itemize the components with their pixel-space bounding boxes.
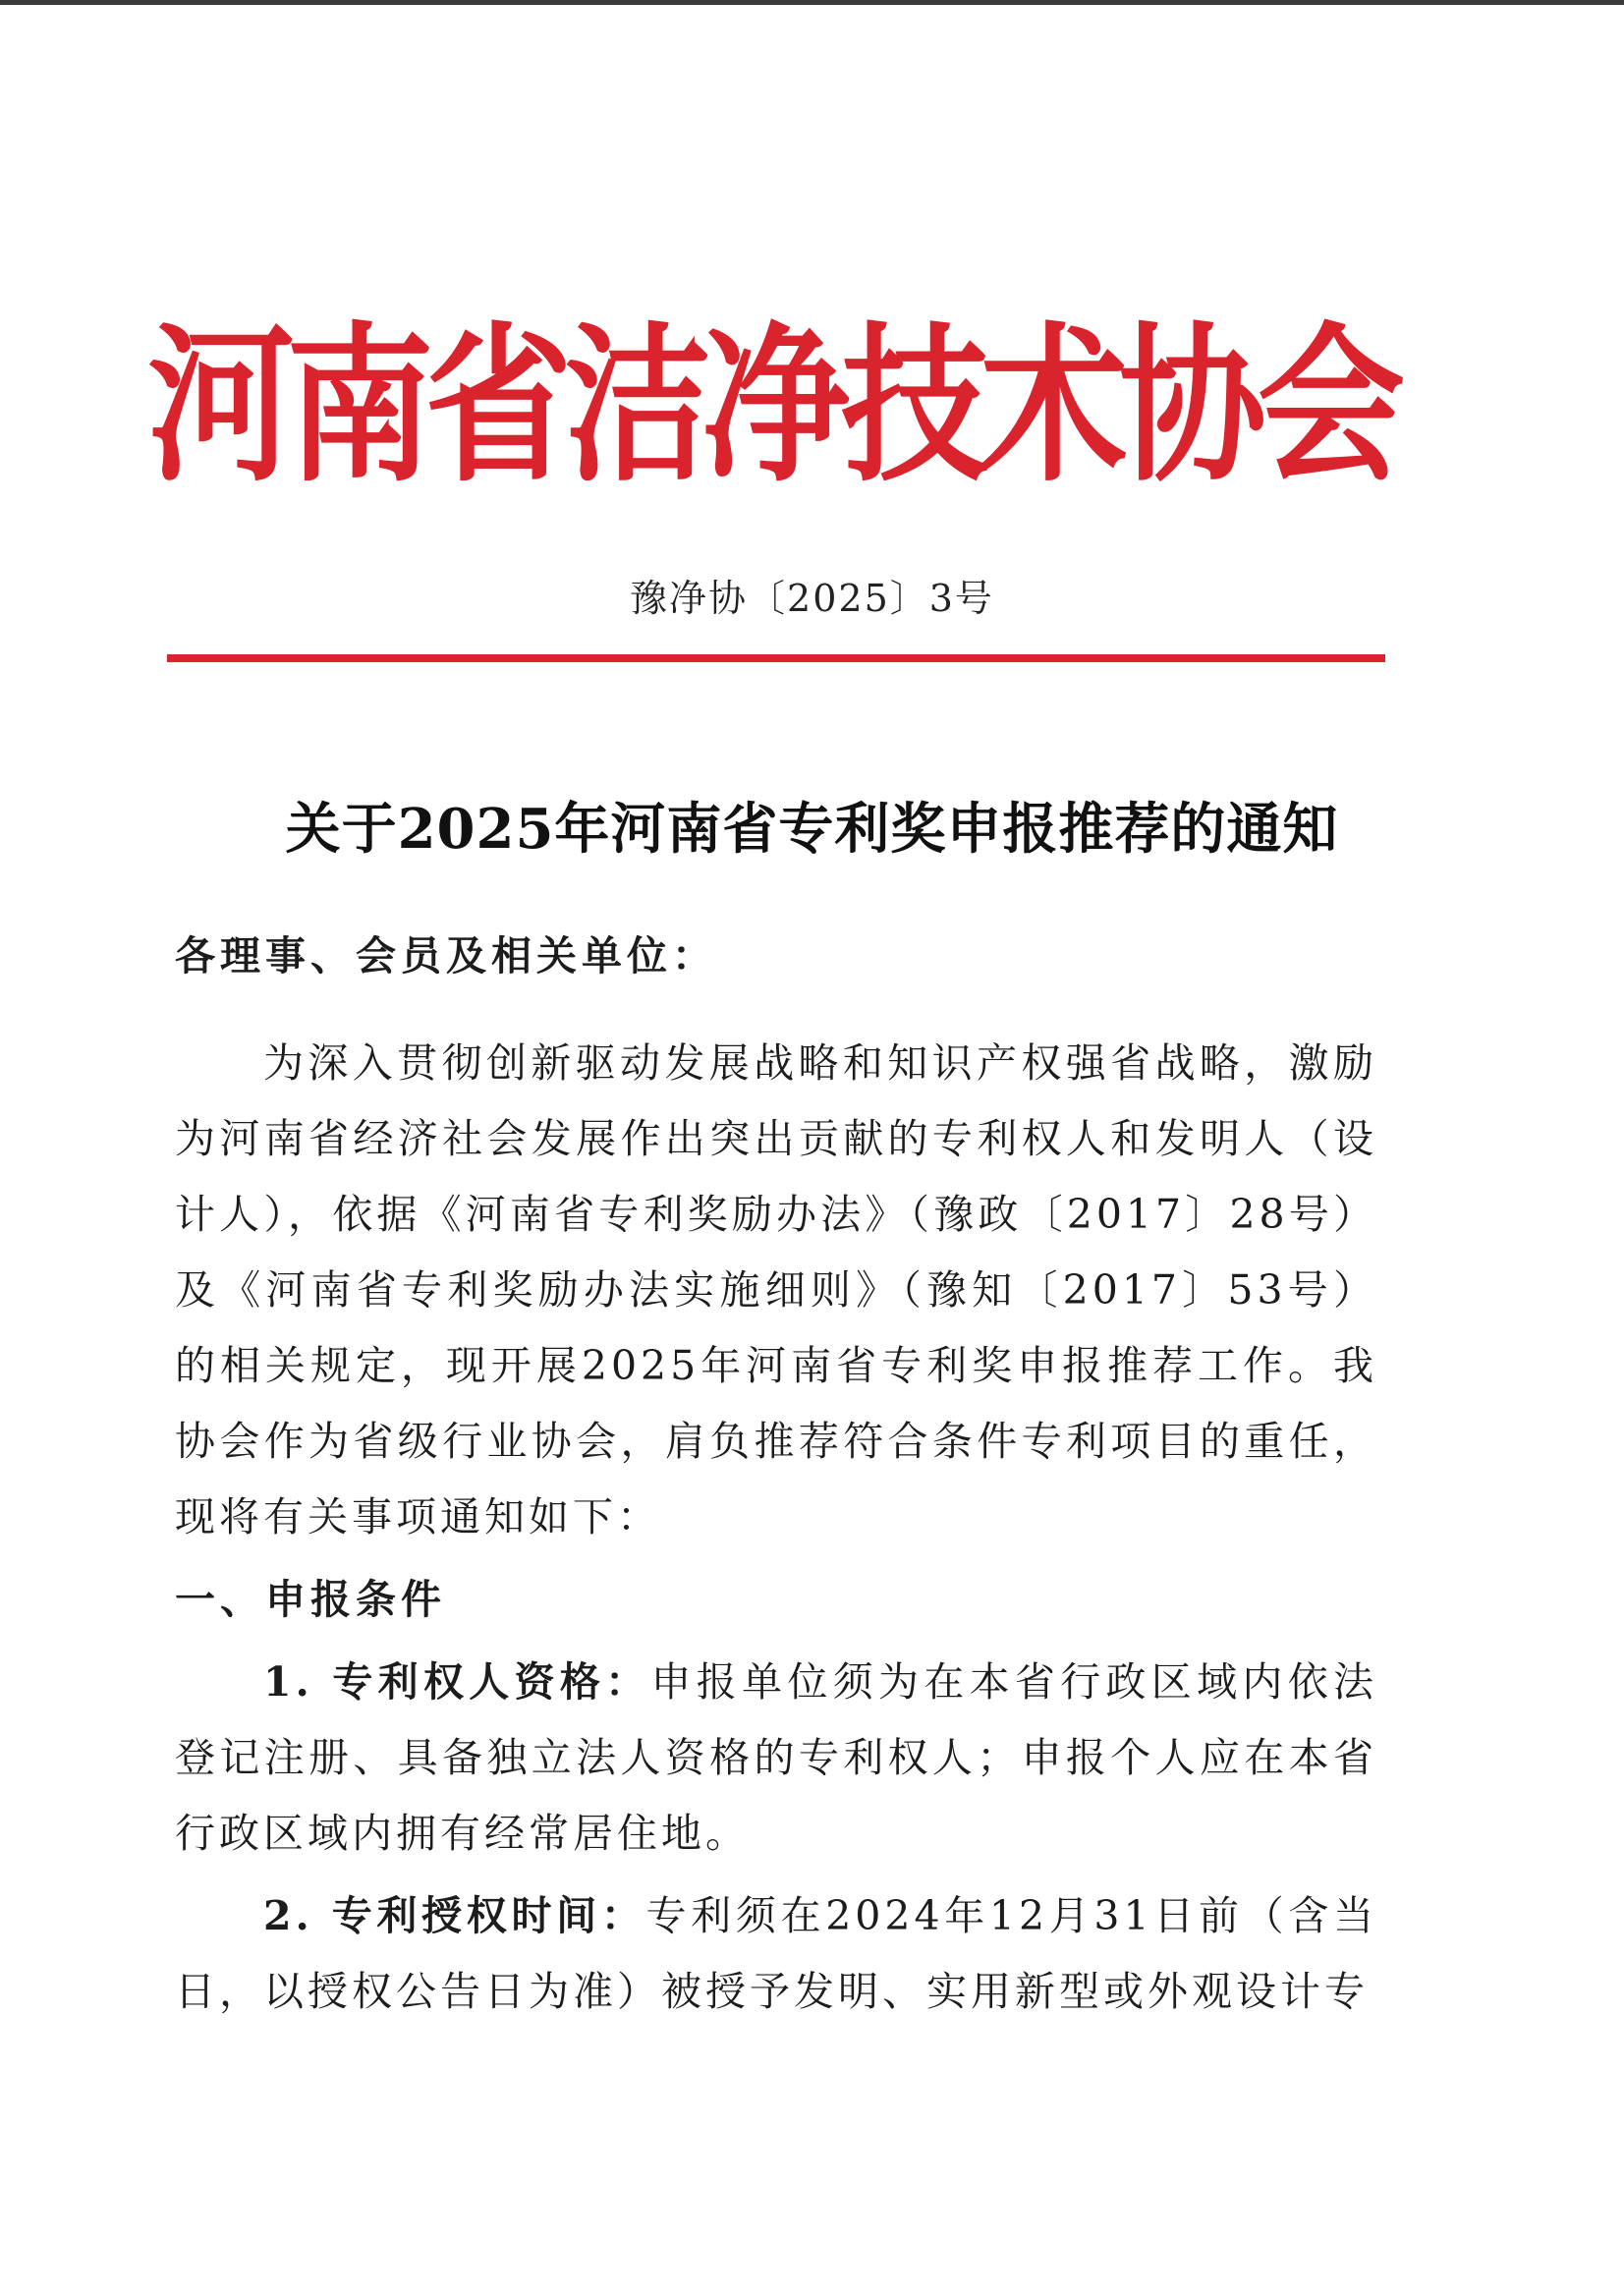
condition-item-text: 专利须在2024年12月31日前（含当日，以授权公告日为准）被授予发明、实用新型或外观设计专 — [175, 1892, 1377, 2015]
red-divider-line — [167, 654, 1385, 662]
intro-paragraph: 为深入贯彻创新驱动发展战略和知识产权强省战略，激励为河南省经济社会发展作出突出贡献的专利权人和发明人（设计人），依据《河南省专利奖励办法》（豫政〔2017〕28号）及《河南省专利奖励办法实施细则》（豫知〔2017〕53号）的相关规定，现开展2025年河南省专利奖申报推荐工作。我协会作为省级行业协会，肩负推荐符合条件专利项目的重任，现将有关事项通知如下： — [175, 1039, 1377, 1540]
letterhead-char: 净 — [702, 306, 851, 506]
letterhead-char: 南 — [286, 306, 434, 506]
letterhead-char: 术 — [980, 306, 1128, 506]
condition-item-lead: 1. 专利权人资格： — [263, 1658, 651, 1706]
condition-item-text: 申报单位须为在本省行政区域内依法登记注册、具备独立法人资格的专利权人；申报个人应在本省行政区域内拥有经常居住地。 — [175, 1658, 1377, 1857]
notice-title: 关于2025年河南省专利奖申报推荐的通知 — [285, 797, 1339, 862]
page-top-edge — [0, 0, 1624, 5]
organization-letterhead — [147, 306, 1406, 506]
letterhead-char: 会 — [1258, 306, 1406, 506]
letterhead-char: 技 — [841, 306, 989, 506]
notice-body — [175, 919, 1377, 2037]
salutation: 各理事、会员及相关单位： — [175, 932, 717, 980]
condition-item-lead: 2. 专利授权时间： — [263, 1892, 646, 1939]
condition-item — [175, 1645, 1377, 1872]
condition-item — [175, 1878, 1377, 2030]
letterhead-char: 洁 — [563, 306, 711, 506]
letterhead-char: 河 — [147, 306, 296, 506]
letterhead-char: 协 — [1118, 306, 1266, 506]
section-heading-conditions: 一、申报条件 — [175, 1576, 446, 1623]
letterhead-char: 省 — [424, 306, 573, 506]
document-number: 豫净协〔2025〕3号 — [630, 577, 994, 620]
